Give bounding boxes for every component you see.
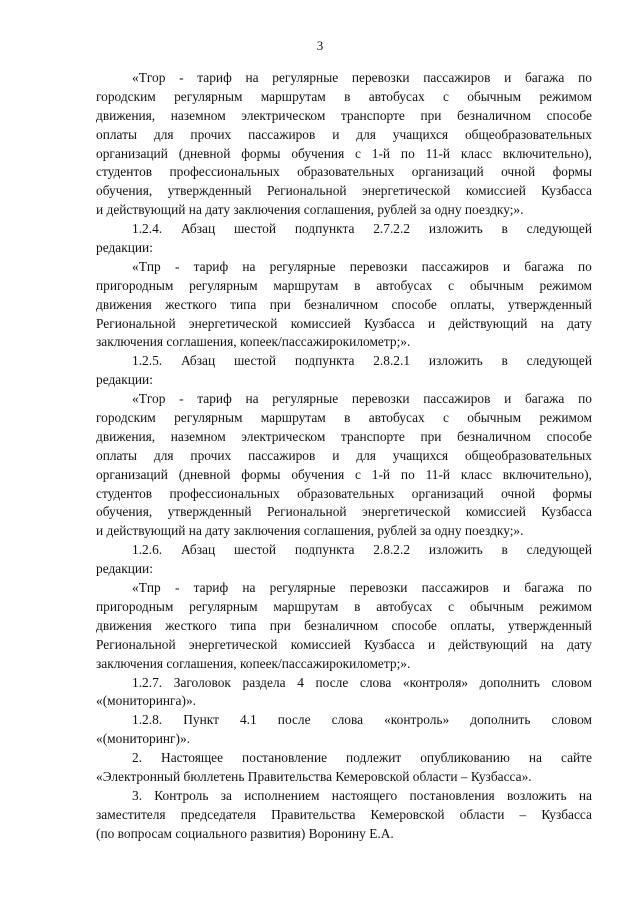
page-number: 3 — [316, 38, 324, 53]
text-line: организаций (дневной формы обучения с 1-й по 11-й класс включительно), — [96, 466, 592, 482]
text-line: 1.2.7. Заголовок раздела 4 после слова «контроля» дополнить словом — [132, 674, 592, 690]
text-line: и действующий на дату заключения соглашения, рублей за одну поездку;». — [96, 202, 524, 218]
text-line: заместителя председателя Правительства Кемеровской области – Кузбасса — [96, 806, 592, 822]
text-line: «Tпр - тариф на регулярные перевозки пассажиров и багажа по — [132, 580, 592, 596]
paragraph — [96, 258, 592, 352]
text-line: обучения, утвержденный Региональной энергетической комиссией Кузбасса — [96, 183, 592, 199]
text-line: движения, наземном электрическом транспорте при безналичном способе — [96, 428, 592, 444]
text-line: оплаты для прочих пассажиров и для учащихся общеобразовательных — [96, 447, 592, 463]
text-line: пригородным регулярным маршрутам в автобусах с обычным режимом — [96, 598, 592, 614]
text-line: заключения соглашения, копеек/пассажирокилометр;». — [96, 334, 411, 350]
text-line: Региональной энергетической комиссией Кузбасса и действующий на дату — [96, 315, 592, 331]
paragraph — [96, 352, 592, 390]
text-line: 1.2.4. Абзац шестой подпункта 2.7.2.2 изложить в следующей — [132, 221, 592, 237]
paragraph — [96, 69, 592, 220]
text-line: редакции: — [96, 561, 153, 577]
text-line: организаций (дневной формы обучения с 1-й по 11-й класс включительно), — [96, 145, 592, 161]
text-line: 1.2.6. Абзац шестой подпункта 2.8.2.2 изложить в следующей — [132, 542, 592, 558]
text-line: «(мониторинг)». — [96, 731, 191, 747]
text-line: 1.2.8. Пункт 4.1 после слова «контроль» дополнить словом — [132, 712, 592, 728]
text-line: редакции: — [96, 372, 153, 388]
text-line: «Электронный бюллетень Правительства Кемеровской области – Кузбасса». — [96, 768, 532, 784]
text-line: «Tгор - тариф на регулярные перевозки пассажиров и багажа по — [132, 70, 592, 85]
text-line: пригородным регулярным маршрутам в автобусах с обычным режимом — [96, 277, 592, 293]
paragraph — [96, 674, 592, 712]
text-line: 2. Настоящее постановление подлежит опубликованию на сайте — [132, 750, 592, 766]
text-line: и действующий на дату заключения соглашения, рублей за одну поездку;». — [96, 523, 524, 539]
paragraph — [96, 541, 592, 579]
text-line: движения жесткого типа при безналичном способе оплаты, утвержденный — [96, 617, 592, 633]
paragraph — [96, 787, 592, 844]
document-body — [96, 69, 592, 844]
paragraph — [96, 390, 592, 541]
text-line: редакции: — [96, 240, 153, 256]
paragraph — [96, 220, 592, 258]
text-line: (по вопросам социального развития) Воронину Е.А. — [96, 825, 394, 841]
text-line: 1.2.5. Абзац шестой подпункта 2.8.2.1 изложить в следующей — [132, 353, 592, 369]
text-line: 3. Контроль за исполнением настоящего постановления возложить на — [132, 787, 592, 803]
text-line: студентов профессиональных образовательных организаций очной формы — [96, 164, 592, 180]
text-line: Региональной энергетической комиссией Кузбасса и действующий на дату — [96, 636, 592, 652]
text-line: студентов профессиональных образовательных организаций очной формы — [96, 485, 592, 501]
text-line: обучения, утвержденный Региональной энергетической комиссией Кузбасса — [96, 504, 592, 520]
text-line: городским регулярным маршрутам в автобусах с обычным режимом — [96, 410, 592, 426]
paragraph — [96, 711, 592, 749]
text-line: заключения соглашения, копеек/пассажирокилометр;». — [96, 655, 411, 671]
paragraph — [96, 579, 592, 673]
text-line: «Tгор - тариф на регулярные перевозки пассажиров и багажа по — [132, 391, 592, 407]
paragraph — [96, 749, 592, 787]
text-line: движения жесткого типа при безналичном способе оплаты, утвержденный — [96, 296, 592, 312]
text-line: движения, наземном электрическом транспорте при безналичном способе — [96, 107, 592, 123]
text-line: оплаты для прочих пассажиров и для учащихся общеобразовательных — [96, 126, 592, 142]
text-line: «Tпр - тариф на регулярные перевозки пассажиров и багажа по — [132, 258, 592, 274]
text-line: городским регулярным маршрутам в автобусах с обычным режимом — [96, 88, 592, 104]
text-line: «(мониторинга)». — [96, 693, 196, 709]
